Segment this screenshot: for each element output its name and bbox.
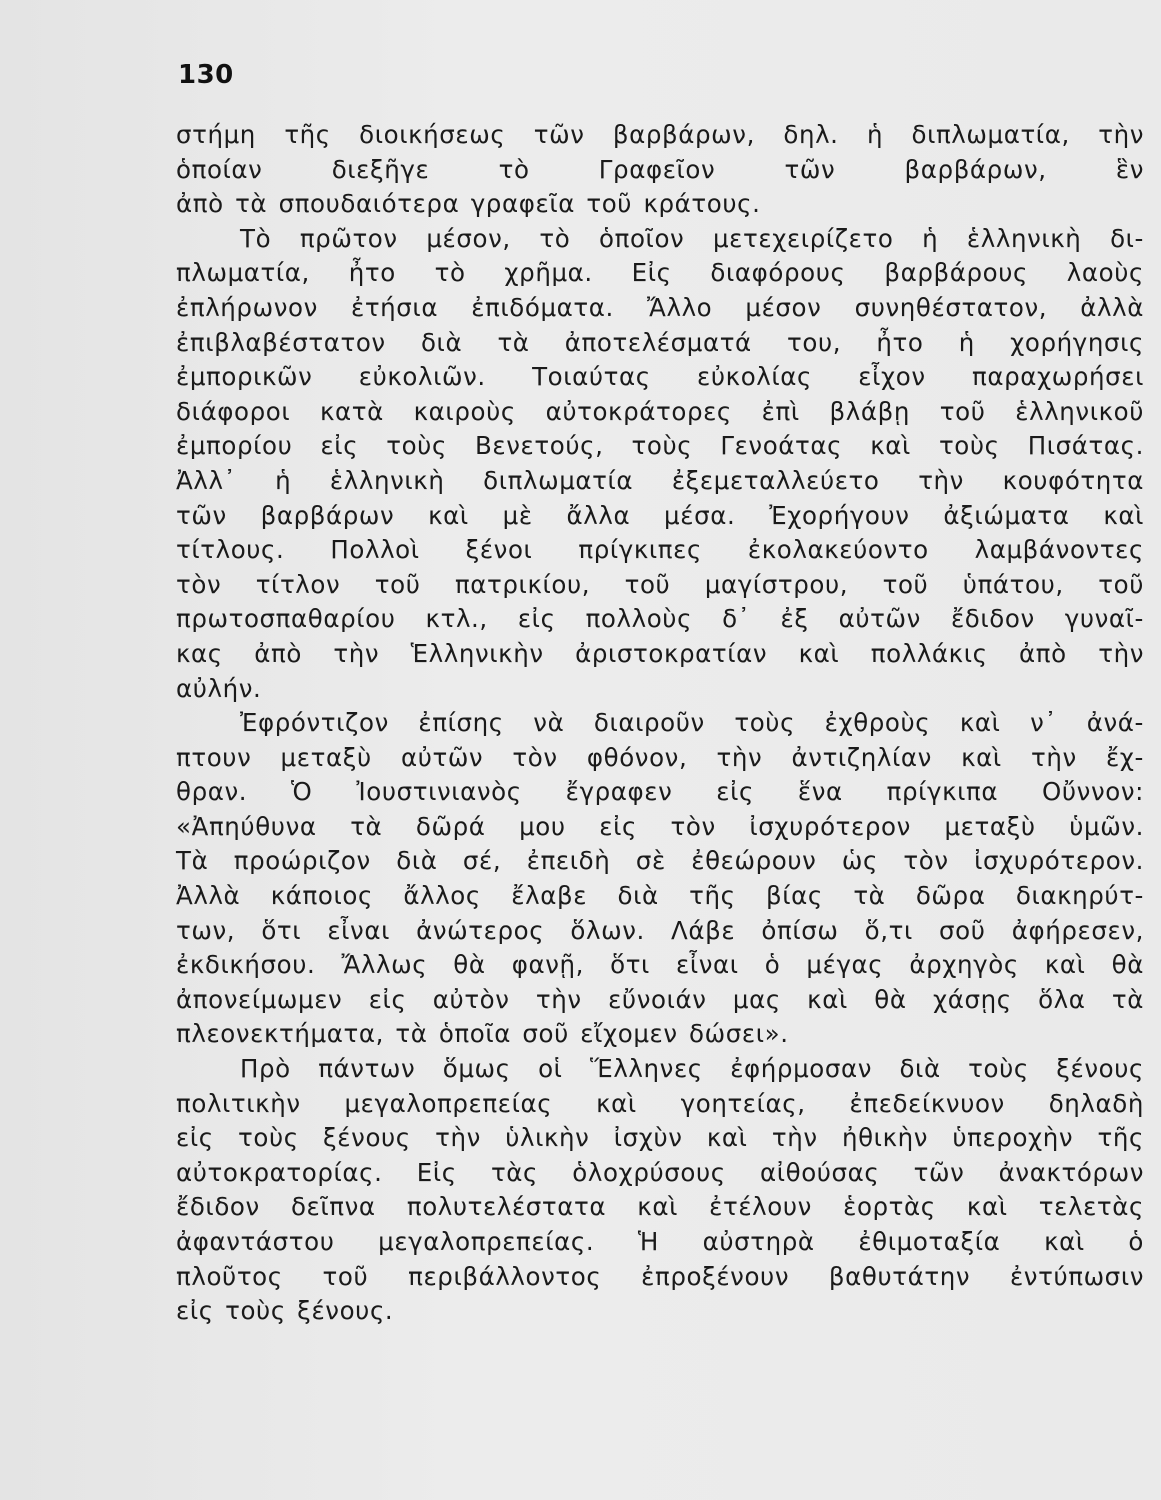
text-line: πλοῦτος τοῦ περιβάλλοντος ἐπροξένουν βαθυτάτην ἐντύπωσιν bbox=[176, 1261, 1144, 1291]
text-line: τίτλους. Πολλοὶ ξένοι πρίγκιπες ἐκολακεύοντο λαμβάνοντες bbox=[176, 535, 1144, 565]
text-line: ἀπὸ τὰ σπουδαιότερα γραφεῖα τοῦ κράτους. bbox=[176, 189, 761, 219]
text-line: ἀπονείμωμεν εἰς αὐτὸν τὴν εὔνοιάν μας καὶ θὰ χάσῃς ὅλα τὰ bbox=[176, 984, 1144, 1014]
text-line: ἔδιδον δεῖπνα πολυτελέστατα καὶ ἐτέλουν ἑορτὰς καὶ τελετὰς bbox=[176, 1192, 1144, 1222]
text-line: Τὰ προώριζον διὰ σέ, ἐπειδὴ σὲ ἐθεώρουν ὡς τὸν ἰσχυρότερον. bbox=[176, 846, 1144, 876]
text-line: τῶν βαρβάρων καὶ μὲ ἄλλα μέσα. Ἐχορήγουν ἀξιώματα καὶ bbox=[176, 500, 1144, 530]
text-line: τὸν τίτλον τοῦ πατρικίου, τοῦ μαγίστρου, τοῦ ὑπάτου, τοῦ bbox=[176, 569, 1144, 599]
text-line: Ἀλλὰ κάποιος ἄλλος ἔλαβε διὰ τῆς βίας τὰ δῶρα διακηρύτ- bbox=[176, 881, 1144, 911]
text-line: πτουν μεταξὺ αὐτῶν τὸν φθόνον, τὴν ἀντιζηλίαν καὶ τὴν ἔχ- bbox=[176, 742, 1144, 772]
text-line: εἰς τοὺς ξένους τὴν ὑλικὴν ἰσχὺν καὶ τὴν ἠθικὴν ὑπεροχὴν τῆς bbox=[176, 1123, 1144, 1153]
text-line: ἐπλήρωνον ἐτήσια ἐπιδόματα. Ἄλλο μέσον συνηθέστατον, ἀλλὰ bbox=[176, 292, 1144, 322]
page-number: 130 bbox=[178, 60, 234, 90]
text-line: πολιτικὴν μεγαλοπρεπείας καὶ γοητείας, ἐπεδείκνυον δηλαδὴ bbox=[176, 1088, 1144, 1118]
text-line: κας ἀπὸ τὴν Ἑλληνικὴν ἀριστοκρατίαν καὶ πολλάκις ἀπὸ τὴν bbox=[176, 638, 1144, 668]
text-line: εἰς τοὺς ξένους. bbox=[176, 1296, 394, 1326]
text-line: ἐμπορίου εἰς τοὺς Βενετούς, τοὺς Γενοάτας καὶ τοὺς Πισάτας. bbox=[176, 431, 1144, 461]
text-line: ἐπιβλαβέστατον διὰ τὰ ἀποτελέσματά του, ἦτο ἡ χορήγησις bbox=[176, 327, 1144, 357]
body-text bbox=[176, 118, 1144, 1329]
text-line: ἀφαντάστου μεγαλοπρεπείας. Ἡ αὐστηρὰ ἐθιμοταξία καὶ ὁ bbox=[176, 1227, 1144, 1256]
text-line: πλωματία, ἦτο τὸ χρῆμα. Εἰς διαφόρους βαρβάρους λαοὺς bbox=[176, 258, 1144, 288]
text-line: «Ἀπηύθυνα τὰ δῶρά μου εἰς τὸν ἰσχυρότερον μεταξὺ ὑμῶν. bbox=[176, 811, 1144, 841]
text-line: διάφοροι κατὰ καιροὺς αὐτοκράτορες ἐπὶ βλάβῃ τοῦ ἑλληνικοῦ bbox=[176, 396, 1144, 426]
text-line: πρωτοσπαθαρίου κτλ., εἰς πολλοὺς δ᾿ ἐξ αὐτῶν ἔδιδον γυναῖ- bbox=[176, 604, 1144, 634]
text-line: θραν. Ὁ Ἰουστινιανὸς ἔγραφεν εἰς ἕνα πρίγκιπα Οὔννον: bbox=[176, 777, 1144, 807]
text-line: Ἀλλ᾿ ἡ ἑλληνικὴ διπλωματία ἐξεμεταλλεύετο τὴν κουφότητα bbox=[176, 465, 1144, 495]
text-line: αὐτοκρατορίας. Εἰς τὰς ὁλοχρύσους αἰθούσας τῶν ἀνακτόρων bbox=[176, 1157, 1144, 1187]
text-line: ὁποίαν διεξῆγε τὸ Γραφεῖον τῶν βαρβάρων, ἓν bbox=[176, 154, 1144, 184]
text-line: αὐλήν. bbox=[176, 673, 262, 703]
text-line: πλεονεκτήματα, τὰ ὁποῖα σοῦ εἴχομεν δώσει». bbox=[176, 1019, 789, 1049]
text-line: ἐκδικήσου. Ἄλλως θὰ φανῇ, ὅτι εἶναι ὁ μέγας ἀρχηγὸς καὶ θὰ bbox=[176, 950, 1144, 980]
text-line: ἐμπορικῶν εὐκολιῶν. Τοιαύτας εὐκολίας εἶχον παραχωρήσει bbox=[176, 362, 1144, 392]
text-line: Πρὸ πάντων ὅμως οἱ Ἕλληνες ἐφήρμοσαν διὰ τοὺς ξένους bbox=[240, 1054, 1144, 1084]
text-line: των, ὅτι εἶναι ἀνώτερος ὅλων. Λάβε ὀπίσω ὅ,τι σοῦ ἀφήρεσεν, bbox=[176, 915, 1144, 945]
text-line: Τὸ πρῶτον μέσον, τὸ ὁποῖον μετεχειρίζετο ἡ ἑλληνικὴ δι- bbox=[240, 223, 1144, 253]
text-line: στήμη τῆς διοικήσεως τῶν βαρβάρων, δηλ. ἡ διπλωματία, τὴν bbox=[176, 120, 1144, 149]
text-line: Ἐφρόντιζον ἐπίσης νὰ διαιροῦν τοὺς ἐχθροὺς καὶ ν᾿ ἀνά- bbox=[240, 708, 1144, 738]
